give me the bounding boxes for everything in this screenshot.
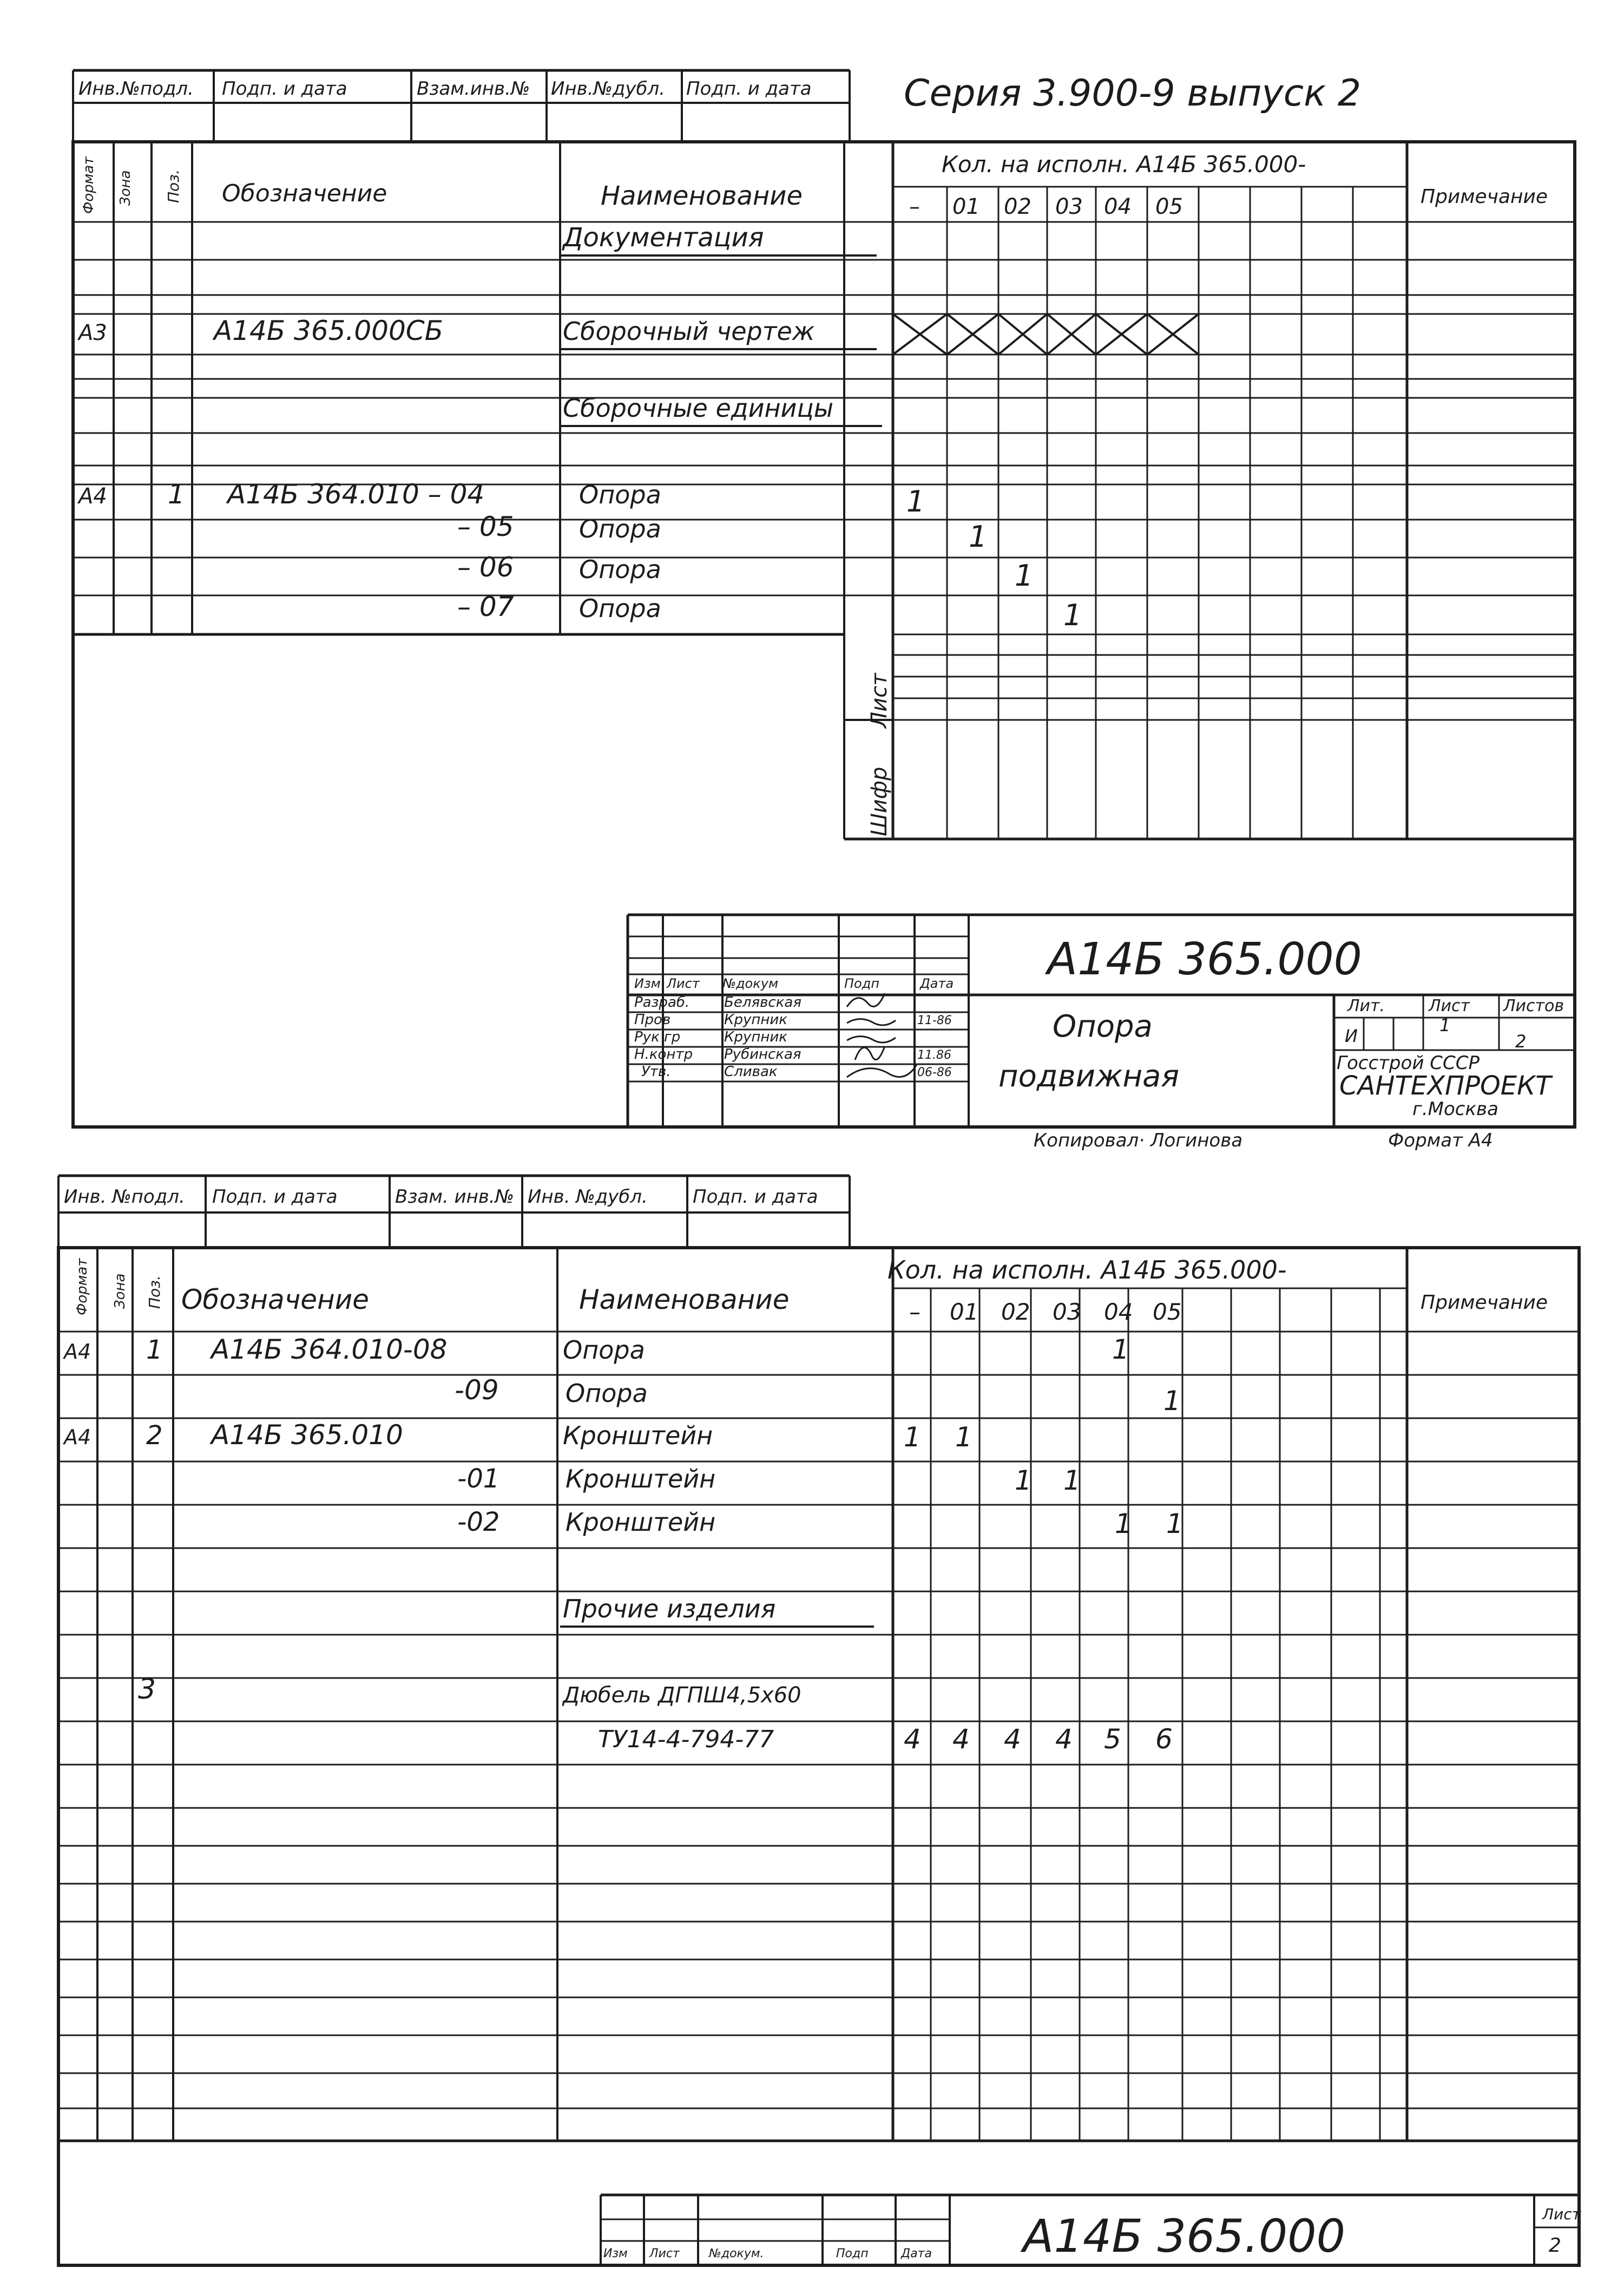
row-qty: 4 (952, 1723, 970, 1755)
col-header-zone: Зона (112, 1273, 128, 1309)
tb-date-approved: 06-86 (917, 1066, 952, 1079)
variant-header-2: 02 (1001, 1299, 1030, 1325)
copied-by: Копировал· Логинова (1034, 1130, 1243, 1151)
sheet-2-table-grid (58, 1248, 1579, 2141)
tb-date-checked: 11-86 (917, 1014, 952, 1027)
tb-header-date: Дата (920, 976, 954, 991)
section-heading-assembly-units: Сборочные единицы (563, 394, 834, 423)
tb-role-group-lead: Рук гр (634, 1029, 681, 1045)
tb-org-3: г.Москва (1412, 1098, 1498, 1120)
variant-header-3: 03 (1055, 194, 1083, 219)
tb-header-docnum: №докум (722, 976, 779, 991)
tb-lit-label: Лит. (1347, 997, 1385, 1015)
sheet-2-rows (62, 1334, 1184, 1755)
tb-title-line2: подвижная (998, 1059, 1180, 1094)
sheet-1-rows (77, 222, 1199, 632)
section-heading-documentation: Документация (563, 222, 764, 253)
variant-header-2: 02 (1004, 194, 1031, 219)
format-label: Формат А4 (1388, 1130, 1493, 1151)
row-qty: 4 (1055, 1723, 1073, 1755)
footer-doc-number: А14Б 365.000 (1023, 2210, 1346, 2263)
row-position: 1 (146, 1335, 163, 1365)
variant-header-4: 04 (1104, 1299, 1133, 1325)
row-designation: – 05 (457, 511, 514, 542)
footer-header-sheet: Лист (649, 2247, 680, 2260)
col-header-name: Наименование (601, 181, 803, 211)
side-label-code: Шифр (867, 766, 892, 836)
row-name: Опора (579, 514, 661, 543)
stamp-label-sign-date-2: Подп. и дата (693, 1186, 818, 1208)
row-designation: -09 (455, 1374, 499, 1406)
row-format: А4 (64, 1340, 91, 1364)
stamp-label-replace-inv: Взам.инв.№ (417, 78, 530, 100)
row-qty: 6 (1155, 1723, 1173, 1755)
col-header-qty-group: Кол. на исполн. А14Б 365.000- (942, 151, 1306, 178)
tb-lit: И (1345, 1026, 1358, 1046)
row-name: Опора (579, 594, 661, 623)
row-designation: -01 (457, 1464, 500, 1494)
row-qty: 1 (1063, 1465, 1081, 1496)
title-block (634, 934, 1564, 1120)
series-header: Серия 3.900-9 выпуск 2 (904, 72, 1362, 115)
variant-header-5: 05 (1155, 194, 1183, 219)
sheet-2-column-headers (74, 1255, 1548, 1325)
tb-name-developer: Белявская (724, 994, 801, 1011)
row-designation: – 07 (457, 591, 514, 622)
sheet-2-stamp-strip (58, 1176, 850, 1248)
row-name: Опора (579, 555, 661, 584)
stamp-label-replace-inv: Взам. инв.№ (395, 1186, 515, 1208)
col-header-pos: Поз. (146, 1275, 163, 1309)
stamp-label-inv-orig: Инв. №подл. (64, 1186, 185, 1208)
row-name: Кронштейн (563, 1421, 713, 1450)
stamp-label-inv-dup: Инв. №дубл. (528, 1186, 648, 1208)
row-name: Опора (563, 1335, 645, 1365)
row-qty: 1 (969, 520, 988, 554)
tb-role-approved: Утв. (641, 1064, 671, 1080)
stamp-label-inv-dup: Инв.№дубл. (551, 78, 666, 100)
tb-doc-number: А14Б 365.000 (1047, 934, 1362, 985)
row-qty: 1 (1163, 1385, 1181, 1417)
col-header-note: Примечание (1421, 186, 1548, 208)
footer-header-docnum: №докум. (709, 2247, 764, 2260)
tb-sheet: 1 (1439, 1015, 1451, 1035)
row-name: Опора (579, 480, 661, 509)
row-qty: 4 (1004, 1723, 1021, 1755)
col-header-qty-group: Кол. на исполн. А14Б 365.000- (887, 1255, 1287, 1284)
col-header-zone: Зона (117, 170, 134, 206)
tb-sheet-label: Лист (1429, 997, 1470, 1015)
tb-name-approved: Сливак (724, 1064, 778, 1080)
row-position: 1 (168, 479, 185, 510)
row-qty: 4 (904, 1723, 921, 1755)
row-name: Кронштейн (566, 1508, 716, 1537)
variant-header-5: 05 (1153, 1299, 1182, 1325)
footer-header-change: Изм (603, 2247, 628, 2260)
row-name: Дюбель ДГПШ4,5х60 (563, 1683, 801, 1708)
row-name: Сборочный чертеж (563, 317, 815, 346)
row-designation: А14Б 364.010 – 04 (227, 479, 485, 510)
sheet-1-column-headers (81, 151, 1548, 219)
tb-name-norm-control: Рубинская (724, 1046, 801, 1063)
row-qty: 1 (1015, 559, 1034, 593)
row-qty: 1 (1166, 1508, 1184, 1539)
stamp-label-sign-date-2: Подп. и дата (686, 78, 812, 100)
tb-name-group-lead: Крупник (724, 1029, 787, 1045)
tb-org-1: Госстрой СССР (1337, 1052, 1480, 1074)
section-heading-other-items: Прочие изделия (563, 1594, 776, 1623)
tb-header-sheet: Лист (667, 976, 700, 991)
tb-sheets-label: Листов (1503, 997, 1564, 1015)
variant-header-1: 01 (950, 1299, 979, 1325)
col-header-format: Формат (74, 1258, 90, 1315)
row-designation: А14Б 365.000СБ (214, 315, 443, 346)
variant-header-3: 03 (1053, 1299, 1082, 1325)
side-label-sheet: Лист (867, 673, 892, 728)
col-header-designation: Обозначение (181, 1284, 369, 1315)
assembly-drawing-cross-marks (893, 314, 1199, 355)
col-header-designation: Обозначение (222, 180, 387, 207)
tb-date-norm-control: 11.86 (917, 1048, 951, 1062)
row-format: А4 (64, 1425, 91, 1449)
row-name: Кронштейн (566, 1464, 716, 1493)
stamp-label-sign-date: Подп. и дата (222, 78, 347, 100)
footer-header-sign: Подп (836, 2247, 869, 2260)
tb-title-line1: Опора (1053, 1009, 1153, 1044)
tb-role-norm-control: Н.контр (634, 1046, 693, 1063)
row-format: А4 (78, 484, 107, 509)
row-qty: 1 (1063, 598, 1082, 632)
row-qty: 5 (1104, 1723, 1121, 1755)
tb-role-checked: Пров (634, 1012, 671, 1028)
tb-name-checked: Крупник (724, 1012, 787, 1028)
row-name: Опора (566, 1379, 648, 1408)
row-qty: 1 (906, 484, 925, 519)
tb-org-2: САНТЕХПРОЕКТ (1339, 1071, 1551, 1101)
col-header-note: Примечание (1421, 1292, 1548, 1314)
variant-header-0: – (909, 194, 920, 219)
footer-header-date: Дата (901, 2247, 932, 2260)
tb-header-change: Изм (634, 976, 661, 991)
tb-role-developer: Разраб. (634, 994, 690, 1011)
col-header-pos: Поз. (165, 169, 182, 203)
row-qty: 1 (955, 1421, 972, 1453)
stamp-label-inv-orig: Инв.№подл. (78, 78, 194, 100)
variant-header-0: – (909, 1299, 921, 1325)
col-header-format: Формат (81, 156, 97, 214)
row-position: 3 (138, 1673, 156, 1706)
tb-header-sign: Подп (844, 976, 880, 991)
footer-sheet-label: Лист (1542, 2205, 1581, 2223)
row-position: 2 (146, 1420, 163, 1451)
row-qty: 1 (904, 1421, 921, 1453)
stamp-label-sign-date: Подп. и дата (212, 1186, 338, 1208)
row-qty: 1 (1015, 1465, 1032, 1496)
sheet-1 (73, 70, 1575, 1151)
variant-header-1: 01 (952, 194, 980, 219)
sheet-2 (58, 1176, 1581, 2265)
sheet-2-footer (603, 2205, 1581, 2263)
row-qty: 1 (1112, 1334, 1129, 1365)
variant-header-4: 04 (1104, 194, 1132, 219)
row-designation: А14Б 365.010 (211, 1419, 403, 1451)
row-qty: 1 (1115, 1508, 1132, 1539)
row-format: А3 (78, 320, 107, 345)
row-designation: А14Б 364.010-08 (211, 1334, 448, 1365)
sheet-2-frame (58, 1248, 1579, 2265)
row-name: ТУ14-4-794-77 (598, 1726, 774, 1753)
row-designation: -02 (457, 1507, 500, 1537)
tb-sheets: 2 (1515, 1031, 1527, 1052)
sheet-1-stamp-strip (73, 70, 850, 142)
col-header-name: Наименование (579, 1284, 790, 1315)
footer-sheet-number: 2 (1549, 2234, 1561, 2257)
row-designation: – 06 (457, 552, 514, 583)
